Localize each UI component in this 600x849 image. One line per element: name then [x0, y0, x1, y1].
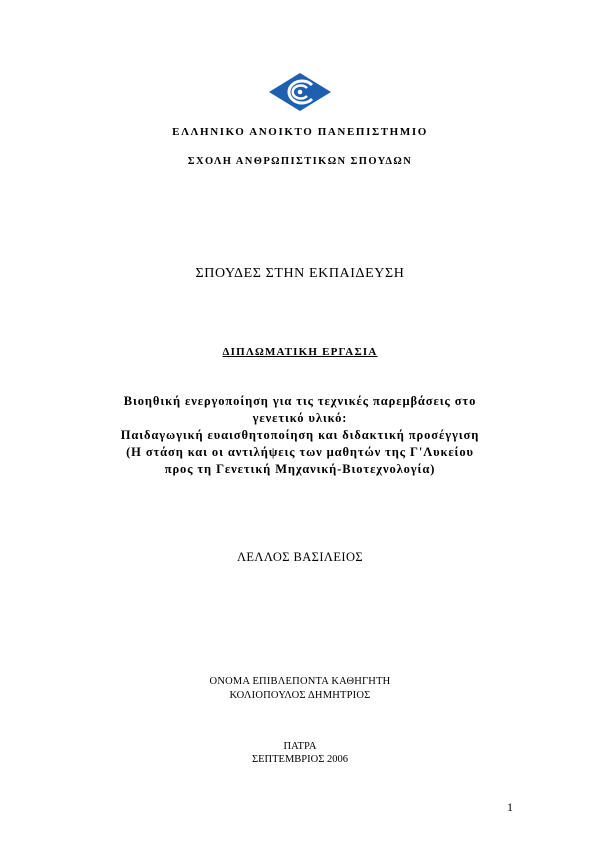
- title-line: Παιδαγωγική ευαισθητοποίηση και διδακτική προσέγγιση: [120, 428, 480, 442]
- thesis-type-heading: ΔΙΠΛΩΜΑΤΙΚΗ ΕΡΓΑΣΙΑ: [222, 346, 378, 358]
- university-name: ΕΛΛΗΝΙΚΟ ΑΝΟΙΚΤΟ ΠΑΝΕΠΙΣΤΗΜΙΟ: [172, 126, 428, 138]
- author-name: ΛΕΛΛΟΣ ΒΑΣΙΛΕΙΟΣ: [236, 550, 364, 564]
- title-line: γενετικό υλικό:: [252, 411, 348, 425]
- program-name: ΣΠΟΥΔΕΣ ΣΤΗΝ ΕΚΠΑΙΔΕΥΣΗ: [195, 266, 405, 281]
- title-line: Βιοηθική ενεργοποίηση για τις τεχνικές παρεμβάσεις στο: [123, 394, 477, 408]
- city: ΠΑΤΡΑ: [283, 741, 317, 752]
- supervisor-name: ΚΟΛΙΟΠΟΥΛΟΣ ΔΗΜΗΤΡΙΟΣ: [229, 690, 371, 701]
- title-line: (Η στάση και οι αντιλήψεις των μαθητών της Γ'Λυκείου: [126, 445, 474, 459]
- title-line: προς τη Γενετική Μηχανική-Βιοτεχνολογία): [164, 462, 436, 476]
- supervisor-label: ΟΝΟΜΑ ΕΠΙΒΛΕΠΟΝΤΑ ΚΑΘΗΓΗΤΗ: [209, 676, 391, 687]
- page-number: 1: [507, 800, 513, 814]
- thesis-title: [0, 393, 600, 478]
- school-name: ΣΧΟΛΗ ΑΝΘΡΩΠΙΣΤΙΚΩΝ ΣΠΟΥΔΩΝ: [187, 156, 413, 167]
- date: ΣΕΠΤΕΜΒΡΙΟΣ 2006: [252, 754, 348, 765]
- university-logo-icon: [268, 72, 332, 112]
